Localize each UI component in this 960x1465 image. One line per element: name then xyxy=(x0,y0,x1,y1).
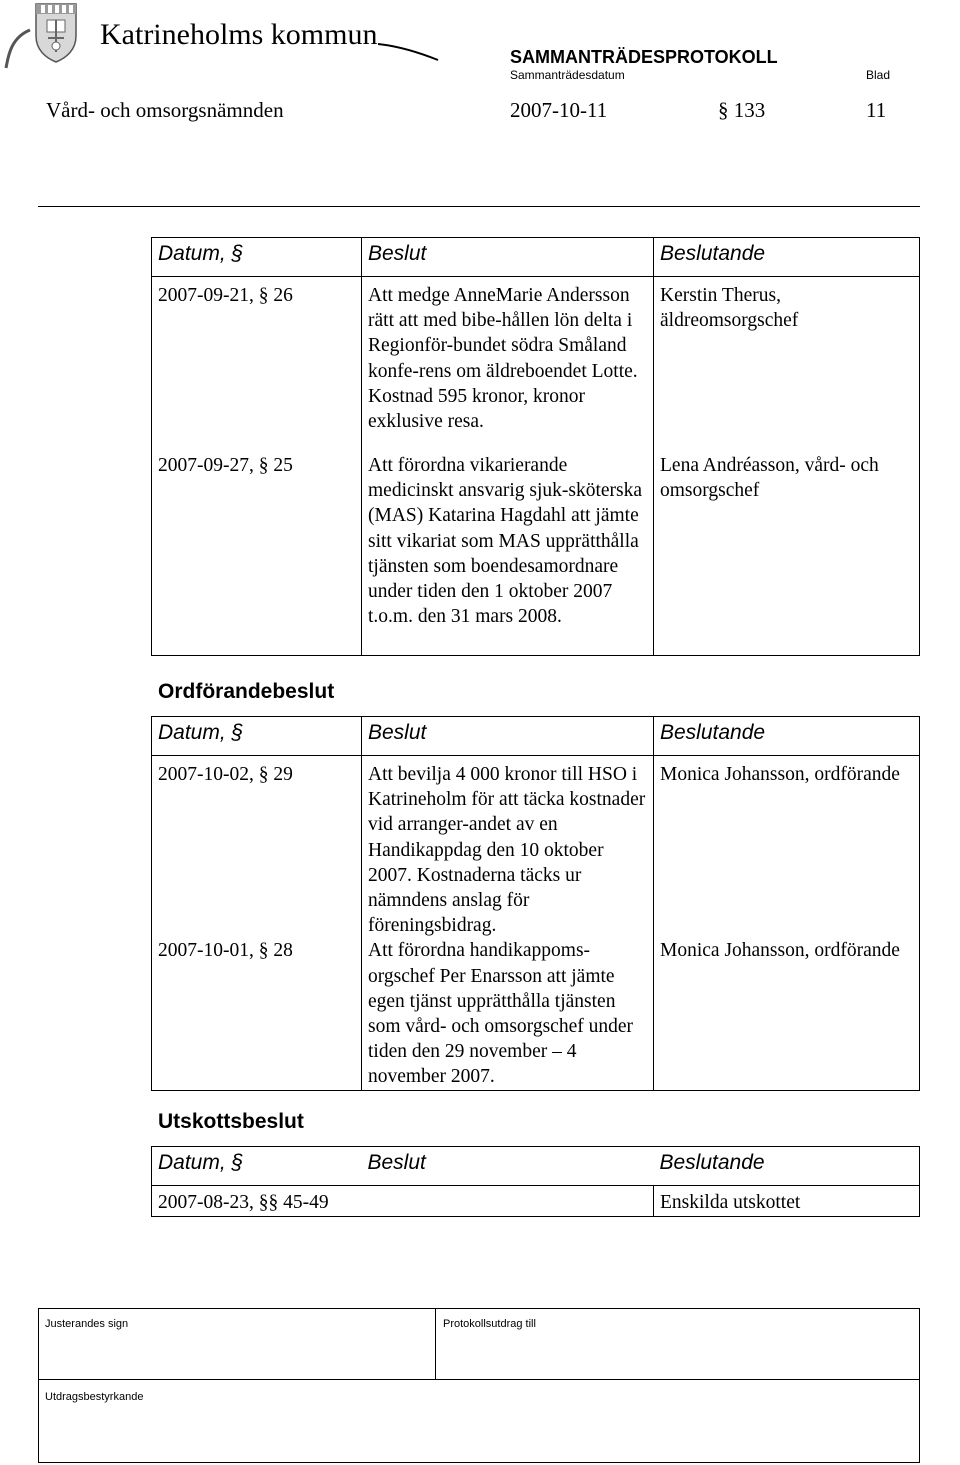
table-header-row xyxy=(152,1147,920,1186)
table-row xyxy=(152,453,920,656)
row-date: 2007-09-21, § 26 xyxy=(152,277,362,454)
column-header-decided-by: Beslutande xyxy=(654,1147,920,1186)
row-decided-by: Kerstin Therus, äldreomsorgschef xyxy=(654,277,920,454)
row-date: 2007-10-01, § 28 xyxy=(152,938,362,1091)
page-label: Blad xyxy=(866,68,891,82)
footer-divider xyxy=(39,1379,919,1380)
row-decided-by: Monica Johansson, ordförande xyxy=(654,938,920,1091)
page-number: 11 xyxy=(866,98,887,122)
paragraph-number: § 133 xyxy=(718,98,766,122)
signature-label: Justerandes sign xyxy=(45,1318,129,1330)
column-header-decided-by: Beslutande xyxy=(654,238,920,277)
row-decided-by: Lena Andréasson, vård- och omsorgschef xyxy=(654,453,920,656)
column-header-decision: Beslut xyxy=(362,717,654,756)
meeting-date-label: Sammanträdesdatum xyxy=(510,68,625,82)
table-row xyxy=(152,1186,920,1217)
chair-decisions-table xyxy=(151,716,920,1091)
row-date: 2007-08-23, §§ 45-49 xyxy=(152,1186,654,1217)
row-decision: Att medge AnneMarie Andersson rätt att med bibe-hållen lön delta i Regionför-bundet södra Småland konfe-rens om äldreboendet Lotte. Kostnad 595 kronor, kronor exklusive resa. xyxy=(362,277,654,454)
document-type: SAMMANTRÄDESPROTOKOLL xyxy=(510,47,778,67)
row-decided-by: Enskilda utskottet xyxy=(654,1186,920,1217)
section-title-committee-decisions: Utskottsbeslut xyxy=(158,1110,304,1133)
column-header-date: Datum, § xyxy=(152,238,362,277)
row-date: 2007-09-27, § 25 xyxy=(152,453,362,656)
column-header-decision: Beslut xyxy=(362,1147,654,1186)
meeting-date: 2007-10-11 xyxy=(510,98,608,122)
delegation-table xyxy=(151,237,920,656)
extract-to-label: Protokollsutdrag till xyxy=(443,1318,536,1330)
certification-label: Utdragsbestyrkande xyxy=(45,1391,144,1403)
logo-swoosh-icon xyxy=(4,28,32,70)
table-header-row xyxy=(152,717,920,756)
row-decision: Att förordna vikarierande medicinskt ansvarig sjuk-sköterska (MAS) Katarina Hagdahl att jämte sitt vikariat som MAS upprätthålla tjänsten som boendesamordnare under tiden den 1 oktober 2007 t.o.m. den 31 mars 2008. xyxy=(362,453,654,656)
signature-footer xyxy=(38,1308,920,1463)
table-row xyxy=(152,277,920,454)
organization-name: Vård- och omsorgsnämnden xyxy=(46,98,284,122)
committee-decisions-table xyxy=(151,1146,920,1217)
column-header-date: Datum, § xyxy=(152,717,362,756)
row-date: 2007-10-02, § 29 xyxy=(152,756,362,939)
column-header-date: Datum, § xyxy=(152,1147,362,1186)
brand-name: Katrineholms kommun xyxy=(100,18,378,51)
column-header-decided-by: Beslutande xyxy=(654,717,920,756)
column-header-decision: Beslut xyxy=(362,238,654,277)
section-title-chair-decisions: Ordförandebeslut xyxy=(158,680,335,703)
table-row xyxy=(152,756,920,939)
header-divider xyxy=(38,206,920,207)
table-row xyxy=(152,938,920,1091)
footer-divider xyxy=(435,1309,436,1379)
row-decision: Att bevilja 4 000 kronor till HSO i Katrineholm för att täcka kostnader vid arranger-andet av en Handikappdag den 10 oktober 2007. Kostnaderna täcks ur nämndens anslag för föreningsbidrag. xyxy=(362,756,654,939)
table-header-row xyxy=(152,238,920,277)
row-decided-by: Monica Johansson, ordförande xyxy=(654,756,920,939)
row-decision: Att förordna handikappoms-orgschef Per Enarsson att jämte egen tjänst upprätthålla tjänsten som vård- och omsorgschef under tiden den 29 november – 4 november 2007. xyxy=(362,938,654,1091)
brand-underline-icon xyxy=(378,42,440,62)
municipal-crest-icon xyxy=(33,2,79,64)
